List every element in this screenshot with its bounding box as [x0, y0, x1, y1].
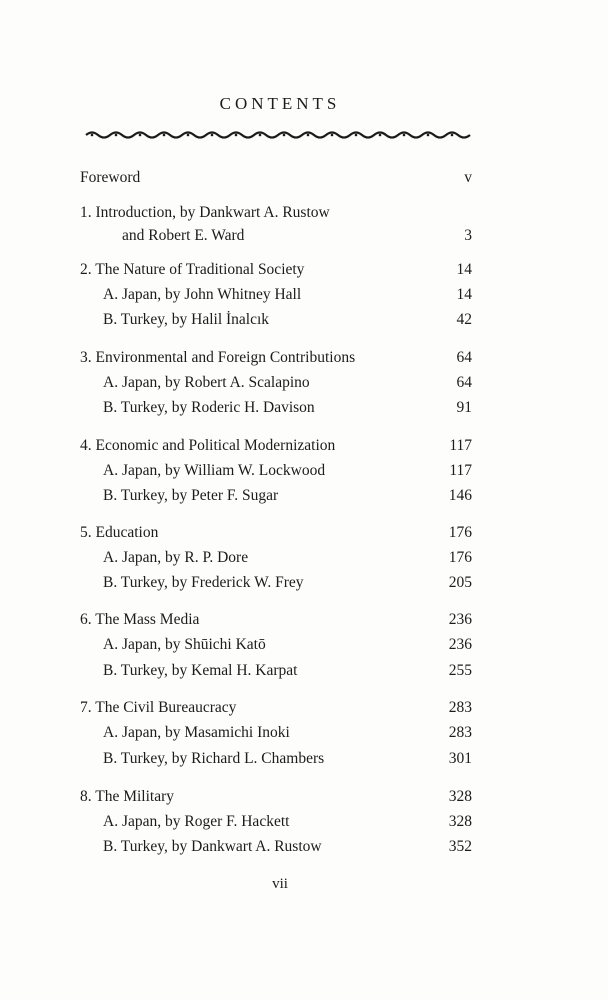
toc-entry-label: 2. The Nature of Traditional Society	[80, 261, 305, 278]
toc-entry-label: B. Turkey, by Dankwart A. Rustow	[103, 838, 322, 855]
toc-page-number: 91	[456, 399, 472, 416]
toc-entry-label: Foreword	[80, 169, 141, 186]
toc-row-chapter-4a	[80, 460, 472, 482]
toc-row-chapter-8	[80, 786, 472, 808]
toc-page-number: 301	[448, 750, 472, 767]
toc-entry-label: B. Turkey, by Richard L. Chambers	[103, 750, 325, 767]
toc-page-number: 146	[448, 487, 472, 504]
toc-entry-label: A. Japan, by R. P. Dore	[103, 549, 249, 566]
toc-page-number: 176	[448, 524, 472, 541]
toc-row-chapter-4	[80, 435, 472, 457]
toc-entry-label: B. Turkey, by Peter F. Sugar	[103, 487, 279, 504]
toc-entry-label: A. Japan, by William W. Lockwood	[103, 462, 326, 479]
toc-row-chapter-1	[80, 202, 472, 224]
toc-page-number: 42	[456, 311, 472, 328]
toc-page-number: 255	[448, 662, 472, 679]
toc-page-number: 14	[456, 286, 472, 303]
toc-entry-label: 4. Economic and Political Modernization	[80, 437, 336, 454]
toc-entry-label: B. Turkey, by Halil İnalcık	[103, 311, 270, 328]
toc-entry-label: A. Japan, by John Whitney Hall	[103, 286, 302, 303]
toc-row-chapter-3b	[80, 397, 472, 419]
page-number-footer: vii	[272, 876, 288, 892]
toc-page-number: 176	[448, 549, 472, 566]
toc-page-number: 283	[448, 724, 472, 741]
toc-entry-label: A. Japan, by Roger F. Hackett	[103, 813, 290, 830]
toc-page-number: 205	[448, 574, 472, 591]
toc-row-chapter-5a	[80, 547, 472, 569]
toc-page-number: 14	[456, 261, 472, 278]
toc-row-chapter-6b	[80, 660, 472, 682]
page-title: CONTENTS	[219, 94, 341, 113]
toc-page-number: 236	[448, 611, 472, 628]
toc-entry-label: A. Japan, by Masamichi Inoki	[103, 724, 290, 741]
toc-row-chapter-4b	[80, 485, 472, 507]
toc-page-number: 283	[448, 699, 472, 716]
toc-entry-label: B. Turkey, by Kemal H. Karpat	[103, 662, 298, 679]
toc-page-number: 64	[456, 374, 472, 391]
toc-row-foreword	[80, 167, 472, 189]
toc-row-chapter-8b	[80, 836, 472, 858]
toc-page-number: 352	[448, 838, 472, 855]
toc-entry-label: 1. Introduction, by Dankwart A. Rustow	[80, 204, 330, 221]
toc-row-chapter-2	[80, 259, 472, 281]
toc-row-chapter-3a	[80, 372, 472, 394]
toc-row-chapter-8a	[80, 811, 472, 833]
toc-page-number: 328	[448, 788, 472, 805]
toc-entry-label: B. Turkey, by Frederick W. Frey	[103, 574, 304, 591]
toc-row-chapter-7a	[80, 722, 472, 744]
toc-row-chapter-7b	[80, 748, 472, 770]
toc-entry-label: and Robert E. Ward	[122, 227, 245, 244]
toc-entry-label: A. Japan, by Robert A. Scalapino	[103, 374, 310, 391]
toc-page-number: 117	[449, 437, 472, 454]
toc-entry-label: A. Japan, by Shūichi Katō	[103, 636, 266, 653]
toc-page-number: 64	[456, 349, 472, 366]
toc-row-chapter-6a	[80, 634, 472, 656]
toc-page-number: 3	[464, 227, 472, 244]
toc-row-chapter-2b	[80, 309, 472, 331]
toc-row-chapter-5	[80, 522, 472, 544]
toc-page-number: 117	[449, 462, 472, 479]
toc-row-chapter-6	[80, 609, 472, 631]
toc-row-chapter-2a	[80, 284, 472, 306]
toc-entry-label: B. Turkey, by Roderic H. Davison	[103, 399, 315, 416]
toc-page-number: 328	[448, 813, 472, 830]
toc-entry-label: 8. The Military	[80, 788, 174, 805]
toc-page-number: 236	[448, 636, 472, 653]
toc-row-chapter-1-cont	[80, 225, 472, 247]
toc-page-number: v	[464, 169, 472, 186]
decorative-rule	[84, 128, 476, 142]
toc-entry-label: 3. Environmental and Foreign Contributions	[80, 349, 356, 366]
toc-entry-label: 5. Education	[80, 524, 159, 541]
toc-row-chapter-7	[80, 697, 472, 719]
toc-row-chapter-5b	[80, 572, 472, 594]
toc-entry-label: 7. The Civil Bureaucracy	[80, 699, 237, 716]
toc-row-chapter-3	[80, 347, 472, 369]
toc-entry-label: 6. The Mass Media	[80, 611, 200, 628]
